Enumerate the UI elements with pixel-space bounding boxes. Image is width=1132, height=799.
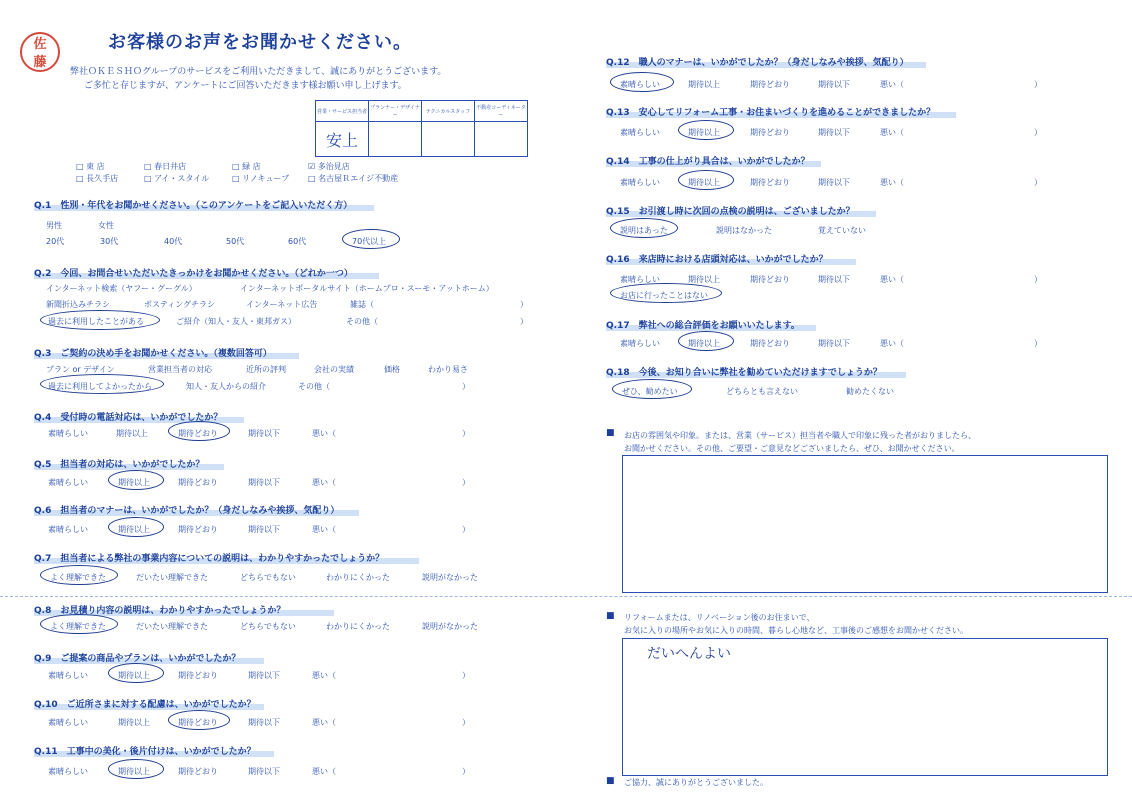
staff-sales-value[interactable]: 安上 <box>316 122 369 157</box>
question-q5: Q.5 担当者の対応は、いかがでしたか？ <box>34 460 205 470</box>
question-q18: Q.18 今後、お知り合いに弊社を勧めていただけますでしょうか？ <box>606 368 882 378</box>
option-close: ） <box>462 382 470 391</box>
question-q3: Q.3 ご契約の決め手をお聞かせください。（複数回答可） <box>34 349 272 359</box>
question-q1: Q.1 性別・年代をお聞かせください。（このアンケートをご記入いただく方） <box>34 201 353 211</box>
understand-option[interactable]: どちらでもない <box>240 622 296 631</box>
rating-option[interactable]: 期待以下 <box>248 525 280 534</box>
rating-option[interactable]: 期待どおり <box>750 178 790 187</box>
option-selected[interactable]: 70代以上 <box>352 237 387 246</box>
question-q11: Q.11 工事中の美化・後片付けは、いかがでしたか？ <box>34 747 256 757</box>
rating-close: ） <box>462 478 470 487</box>
rating-option[interactable]: 期待どおり <box>178 767 218 776</box>
rating-option[interactable]: 素晴らしい <box>48 671 88 680</box>
rating-option-selected[interactable]: 期待以上 <box>118 525 150 534</box>
rating-option[interactable]: 素晴らしい <box>48 478 88 487</box>
option-selected[interactable]: 説明はあった <box>620 226 668 235</box>
rating-option[interactable]: 素晴らしい <box>48 429 88 438</box>
question-q7: Q.7 担当者による弊社の事業内容についての説明は、わかりやすかったでしょうか？ <box>34 554 385 564</box>
answer-circle <box>610 72 674 92</box>
rating-option[interactable]: 悪い（ <box>880 275 904 284</box>
rating-option[interactable]: 期待以下 <box>248 671 280 680</box>
option-selected[interactable]: ぜひ、勧めたい <box>622 387 678 396</box>
option[interactable]: 営業担当者の対応 <box>148 365 212 374</box>
understand-option[interactable]: 説明がなかった <box>422 573 478 582</box>
rating-option[interactable]: 期待以下 <box>818 128 850 137</box>
rating-option[interactable]: 期待以上 <box>688 275 720 284</box>
option[interactable]: 60代 <box>288 237 307 246</box>
rating-option[interactable]: 期待どおり <box>750 80 790 89</box>
question-q2: Q.2 今回、お問合せいただいたきっかけをお聞かせください。（どれか一つ） <box>34 269 353 279</box>
rating-close: ） <box>1034 80 1042 89</box>
rating-option[interactable]: 期待どおり <box>750 275 790 284</box>
understand-option[interactable]: だいたい理解できた <box>136 573 208 582</box>
rating-option[interactable]: 素晴らしい <box>620 128 660 137</box>
rating-close: ） <box>462 525 470 534</box>
staff-table <box>315 100 528 157</box>
rating-option[interactable]: 悪い（ <box>312 671 336 680</box>
rating-option[interactable]: 期待以下 <box>248 767 280 776</box>
question-q13: Q.13 安心してリフォーム工事・お住まいづくりを進めることができましたか？ <box>606 108 936 118</box>
answer-circle <box>108 517 164 537</box>
option-selected[interactable]: 過去に利用したことがある <box>48 317 144 326</box>
store-checkbox[interactable]: □ 長久手店 <box>76 174 119 183</box>
option[interactable]: 女性 <box>98 221 114 230</box>
store-checkbox-checked[interactable]: ☑ 多治見店 <box>308 162 350 171</box>
option[interactable]: 雑誌（ <box>350 300 374 309</box>
rating-option[interactable]: 悪い（ <box>880 80 904 89</box>
rating-option[interactable]: 素晴らしい <box>48 525 88 534</box>
rating-option-selected[interactable]: 素晴らしい <box>620 80 660 89</box>
rating-close: ） <box>1034 275 1042 284</box>
rating-option[interactable]: 悪い（ <box>880 178 904 187</box>
seal-stamp <box>20 32 60 72</box>
rating-option[interactable]: 期待以下 <box>818 178 850 187</box>
rating-option[interactable]: 期待以下 <box>818 275 850 284</box>
question-q17: Q.17 弊社への総合評価をお願いいたします。 <box>606 321 800 331</box>
rating-option-selected[interactable]: 期待以上 <box>118 478 150 487</box>
option[interactable]: インターネットポータルサイト（ホームプロ・スーモ・アットホーム） <box>240 284 494 293</box>
rating-close: ） <box>462 671 470 680</box>
question-q6: Q.6 担当者のマナーは、いかがでしたか？（身だしなみや挨拶、気配り） <box>34 506 340 516</box>
option[interactable]: 覚えていない <box>818 226 866 235</box>
option[interactable]: わかり易さ <box>428 365 468 374</box>
question-q10: Q.10 ご近所さまに対する配慮は、いかがでしたか？ <box>34 700 256 710</box>
bullet-square: ■ <box>606 428 615 438</box>
rating-option[interactable]: 期待以下 <box>248 718 280 727</box>
answer-circle <box>168 710 230 730</box>
answer-circle <box>40 614 118 634</box>
rating-option[interactable]: 期待以上 <box>688 80 720 89</box>
rating-option-selected[interactable]: 期待以上 <box>688 178 720 187</box>
question-q15: Q.15 お引渡し時に次回の点検の説明は、ございましたか？ <box>606 207 855 217</box>
answer-circle <box>610 218 678 238</box>
option[interactable]: 50代 <box>226 237 245 246</box>
rating-option-selected[interactable]: 期待どおり <box>178 718 218 727</box>
question-q8: Q.8 お見積り内容の説明は、わかりやすかったでしょうか？ <box>34 606 286 616</box>
store-checkbox[interactable]: □ 名古屋Ｒエイジ不動産 <box>308 174 399 183</box>
option[interactable]: 20代 <box>46 237 65 246</box>
comment2-prompt-line2: お気に入りの場所やお気に入りの時間、暮らし心地など、工事後のご感想をお聞かせください。 <box>624 626 968 635</box>
rating-option[interactable]: 素晴らしい <box>620 275 660 284</box>
rating-option-selected[interactable]: 期待以上 <box>688 339 720 348</box>
answer-circle <box>678 120 734 140</box>
rating-option[interactable]: 素晴らしい <box>48 718 88 727</box>
rating-option[interactable]: 素晴らしい <box>620 339 660 348</box>
rating-option[interactable]: 悪い（ <box>312 429 336 438</box>
answer-circle <box>108 470 164 490</box>
answer-circle <box>40 310 160 330</box>
option-close: ） <box>520 300 528 309</box>
understand-option[interactable]: わかりにくかった <box>326 622 390 631</box>
option[interactable]: 40代 <box>164 237 183 246</box>
option[interactable]: 価格 <box>384 365 400 374</box>
stamp-text: 佐藤 <box>33 37 47 70</box>
option[interactable]: 会社の実績 <box>314 365 354 374</box>
understand-option[interactable]: だいたい理解できた <box>136 622 208 631</box>
rating-close: ） <box>462 718 470 727</box>
rating-option[interactable]: 期待どおり <box>750 339 790 348</box>
question-q16: Q.16 来店時における店頭対応は、いかがでしたか？ <box>606 255 828 265</box>
rating-option[interactable]: 期待以下 <box>248 429 280 438</box>
answer-circle <box>108 759 164 779</box>
option[interactable]: ポスティングチラシ <box>144 300 216 309</box>
rating-option[interactable]: 期待以上 <box>118 718 150 727</box>
understand-option-selected[interactable]: よく理解できた <box>50 573 106 582</box>
option-selected[interactable]: 過去に利用してよかったから <box>48 382 152 391</box>
option[interactable]: 勧めたくない <box>846 387 894 396</box>
answer-circle <box>168 421 230 441</box>
rating-option-selected[interactable]: 期待以上 <box>118 767 150 776</box>
store-checkbox[interactable]: □ 緑 店 <box>232 162 261 171</box>
comment2-prompt-line1: リフォームまたは、リノベーション後のお住まいで、 <box>624 613 815 622</box>
staff-header: 不動産コーディネーター <box>475 101 528 122</box>
rating-option[interactable]: 悪い（ <box>880 339 904 348</box>
answer-circle <box>678 170 734 190</box>
rating-option[interactable]: 悪い（ <box>880 128 904 137</box>
rating-close: ） <box>462 429 470 438</box>
answer-circle <box>108 663 164 683</box>
understand-option[interactable]: 説明がなかった <box>422 622 478 631</box>
question-q14: Q.14 工事の仕上がり具合は、いかがでしたか？ <box>606 157 810 167</box>
option[interactable]: 説明はなかった <box>716 226 772 235</box>
store-checkbox[interactable]: □ 春日井店 <box>144 162 187 171</box>
question-q4: Q.4 受付時の電話対応は、いかがでしたか？ <box>34 413 223 423</box>
rating-option[interactable]: 期待以下 <box>818 80 850 89</box>
intro-line-2: ご多忙と存じますが、アンケートにご回答いただきます様お願い申し上げます。 <box>84 81 407 91</box>
option[interactable]: 30代 <box>100 237 119 246</box>
comment2-answer: だいへんよい <box>647 646 731 662</box>
option[interactable]: どちらとも言えない <box>726 387 798 396</box>
comment1-textbox[interactable] <box>622 455 1108 593</box>
option[interactable]: プラン or デザイン <box>46 365 115 374</box>
comment1-prompt-line2: お聞かせください。その他、ご要望・ご意見などございましたら、ぜひ、お聞かせください。 <box>624 444 960 453</box>
option[interactable]: 新聞折込みチラシ <box>46 300 110 309</box>
understand-option[interactable]: どちらでもない <box>240 573 296 582</box>
staff-realestate-value[interactable] <box>475 122 528 157</box>
bullet-square: ■ <box>606 611 615 621</box>
rating-option[interactable]: 期待以下 <box>248 478 280 487</box>
staff-header: 営業・サービス担当者 <box>316 101 369 122</box>
staff-header: プランナー・デザイナー <box>369 101 422 122</box>
page-title: お客様のお声をお聞かせください。 <box>108 32 412 53</box>
rating-option-selected[interactable]: 期待以上 <box>688 128 720 137</box>
option[interactable]: 知人・友人からの紹介 <box>186 382 266 391</box>
comment1-prompt-line1: お店の雰囲気や印象。または、営業（サービス）担当者や職人で印象に残った者がおりましたら、 <box>624 431 976 440</box>
understand-option-selected[interactable]: よく理解できた <box>50 622 106 631</box>
rating-close: ） <box>1034 128 1042 137</box>
rating-option[interactable]: 悪い（ <box>312 525 336 534</box>
rating-option[interactable]: 期待どおり <box>750 128 790 137</box>
rating-option[interactable]: 悪い（ <box>312 767 336 776</box>
staff-header: テクニカルスタッフ <box>422 101 475 122</box>
rating-option[interactable]: 期待どおり <box>178 671 218 680</box>
option[interactable]: その他（ <box>346 317 378 326</box>
comment2-textbox[interactable] <box>622 638 1108 776</box>
option-selected[interactable]: お店に行ったことはない <box>620 291 708 300</box>
rating-close: ） <box>462 767 470 776</box>
option[interactable]: その他（ <box>298 382 330 391</box>
store-checkbox[interactable]: □ アイ・スタイル <box>144 174 210 183</box>
option-close: ） <box>520 317 528 326</box>
bullet-square: ■ <box>606 776 615 786</box>
footer-thanks: ご協力、誠にありがとうございました。 <box>624 778 768 787</box>
option[interactable]: 男性 <box>46 221 62 230</box>
answer-circle <box>612 379 692 399</box>
rating-option[interactable]: 悪い（ <box>312 478 336 487</box>
intro-line-1: 弊社ＯＫＥＳＨＯグループのサービスをご利用いただきまして、誠にありがとうございます。 <box>70 67 447 77</box>
answer-circle <box>610 283 722 303</box>
store-checkbox[interactable]: □ 東 店 <box>76 162 105 171</box>
answer-circle <box>40 565 118 585</box>
rating-option[interactable]: 悪い（ <box>312 718 336 727</box>
option[interactable]: インターネット検索（ヤフー・グーグル） <box>46 284 197 293</box>
option[interactable]: 近所の評判 <box>246 365 286 374</box>
answer-circle <box>678 331 734 351</box>
rating-option[interactable]: 期待以上 <box>116 429 148 438</box>
question-q9: Q.9 ご提案の商品やプランは、いかがでしたか？ <box>34 654 241 664</box>
rating-option-selected[interactable]: 期待以上 <box>118 671 150 680</box>
answer-circle <box>342 229 400 249</box>
staff-technical-value[interactable] <box>422 122 475 157</box>
rating-option-selected[interactable]: 期待どおり <box>178 429 218 438</box>
understand-option[interactable]: わかりにくかった <box>326 573 390 582</box>
rating-close: ） <box>1034 178 1042 187</box>
option[interactable]: インターネット広告 <box>246 300 318 309</box>
store-checkbox[interactable]: □ リノキューブ <box>232 174 290 183</box>
question-q12: Q.12 職人のマナーは、いかがでしたか？（身だしなみや挨拶、気配り） <box>606 58 909 68</box>
rating-option[interactable]: 期待以下 <box>818 339 850 348</box>
staff-planner-value[interactable] <box>369 122 422 157</box>
rating-option[interactable]: 素晴らしい <box>48 767 88 776</box>
rating-close: ） <box>1034 339 1042 348</box>
answer-circle <box>40 374 164 394</box>
rating-option[interactable]: 期待どおり <box>178 478 218 487</box>
rating-option[interactable]: 期待どおり <box>178 525 218 534</box>
rating-option[interactable]: 素晴らしい <box>620 178 660 187</box>
option[interactable]: ご紹介（知人・友人・東邦ガス） <box>176 317 296 326</box>
